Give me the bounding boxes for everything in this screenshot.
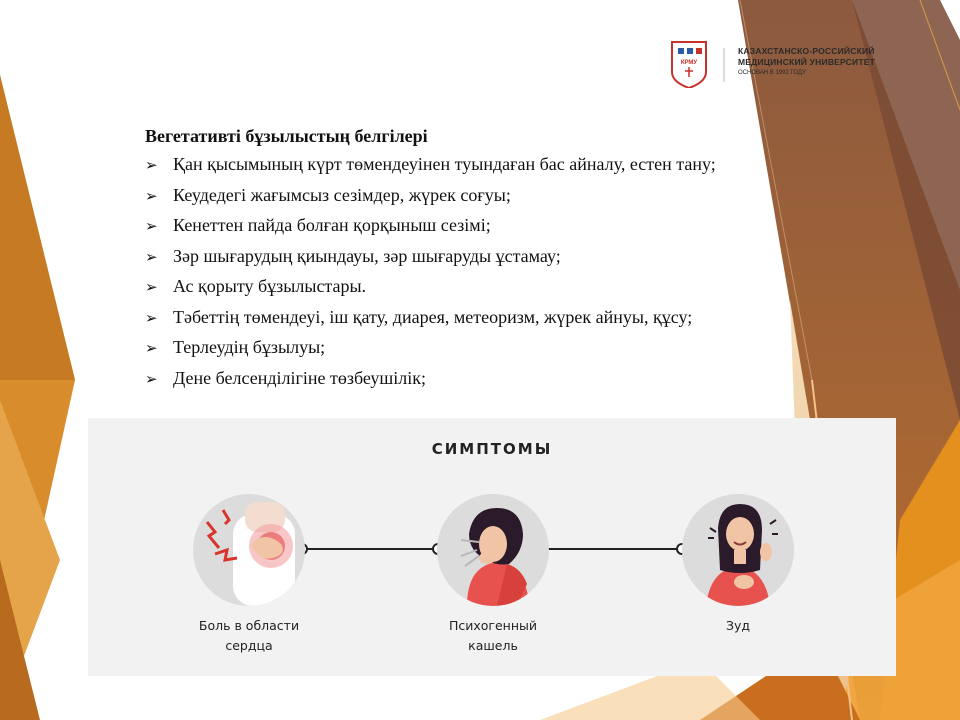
symptom-list: [145, 150, 825, 394]
list-item-text: Қан қысымының күрт төмендеуінен туындаған бас айналу, естен тану;: [173, 154, 716, 174]
symptom-label-line: сердца: [225, 638, 273, 653]
list-item-text: Ас қорыту бұзылыстары.: [173, 276, 367, 296]
symptom-label-line: Психогенный: [448, 618, 538, 633]
connector-line: [545, 548, 681, 550]
symptom-label-line: Зуд: [725, 618, 751, 633]
logo-line-1: КАЗАХСТАНСКО-РОССИЙСКИЙ: [738, 46, 875, 56]
arrow-bullet-icon: ➢: [145, 310, 158, 327]
symptoms-infographic: [88, 418, 896, 676]
symptom-label-line: Боль в области: [198, 618, 300, 633]
arrow-bullet-icon: ➢: [145, 219, 158, 235]
arrow-bullet-icon: ➢: [145, 249, 158, 266]
infographic-title: СИМПТОМЫ: [431, 440, 553, 458]
symptom-label: [169, 616, 329, 656]
list-item: [145, 333, 825, 364]
arrow-bullet-icon: ➢: [145, 371, 158, 388]
list-item-text: Дене белсенділігіне төзбеушілік;: [173, 367, 427, 388]
list-item: [145, 272, 825, 303]
list-item-text: Терлеудің бұзылуы;: [173, 337, 326, 357]
arrow-bullet-icon: ➢: [145, 280, 158, 296]
list-item-text: Зәр шығарудың қиындауы, зәр шығаруды ұстамау;: [173, 245, 561, 266]
symptom-label-line: кашель: [468, 638, 518, 653]
itching-woman-illustration-icon: [682, 494, 794, 606]
symptom-label: [658, 616, 818, 636]
coughing-woman-illustration-icon: [437, 494, 549, 606]
chest-pain-illustration-icon: [193, 494, 305, 606]
symptom-label: [413, 616, 573, 656]
arrow-bullet-icon: ➢: [145, 188, 158, 205]
list-item-text: Кенеттен пайда болған қорқыныш сезімі;: [173, 215, 491, 235]
list-item: [145, 150, 825, 181]
logo-text: [738, 46, 875, 78]
list-item: [145, 211, 825, 242]
list-item-text: Тәбеттің төмендеуі, іш қату, диарея, метеоризм, жүрек айнуы, құсу;: [173, 306, 693, 327]
logo-line-3: ОСНОВАН В 1992 ГОДУ: [738, 70, 806, 76]
list-item-text: Кеудедегі жағымсыз сезімдер, жүрек соғуы;: [173, 184, 511, 205]
list-item: [145, 181, 825, 212]
list-item: [145, 242, 825, 273]
section-title: Вегетативті бұзылыстың белгілері: [145, 126, 428, 146]
symptoms-text-block: [145, 122, 825, 394]
list-item: [145, 303, 825, 334]
logo-emblem-text: КРМУ: [680, 60, 698, 66]
connector-line: [301, 548, 437, 550]
arrow-bullet-icon: ➢: [145, 158, 158, 174]
logo-line-2: МЕДИЦИНСКИЙ УНИВЕРСИТЕТ: [738, 57, 875, 67]
arrow-bullet-icon: ➢: [145, 341, 158, 357]
list-item: [145, 364, 825, 395]
